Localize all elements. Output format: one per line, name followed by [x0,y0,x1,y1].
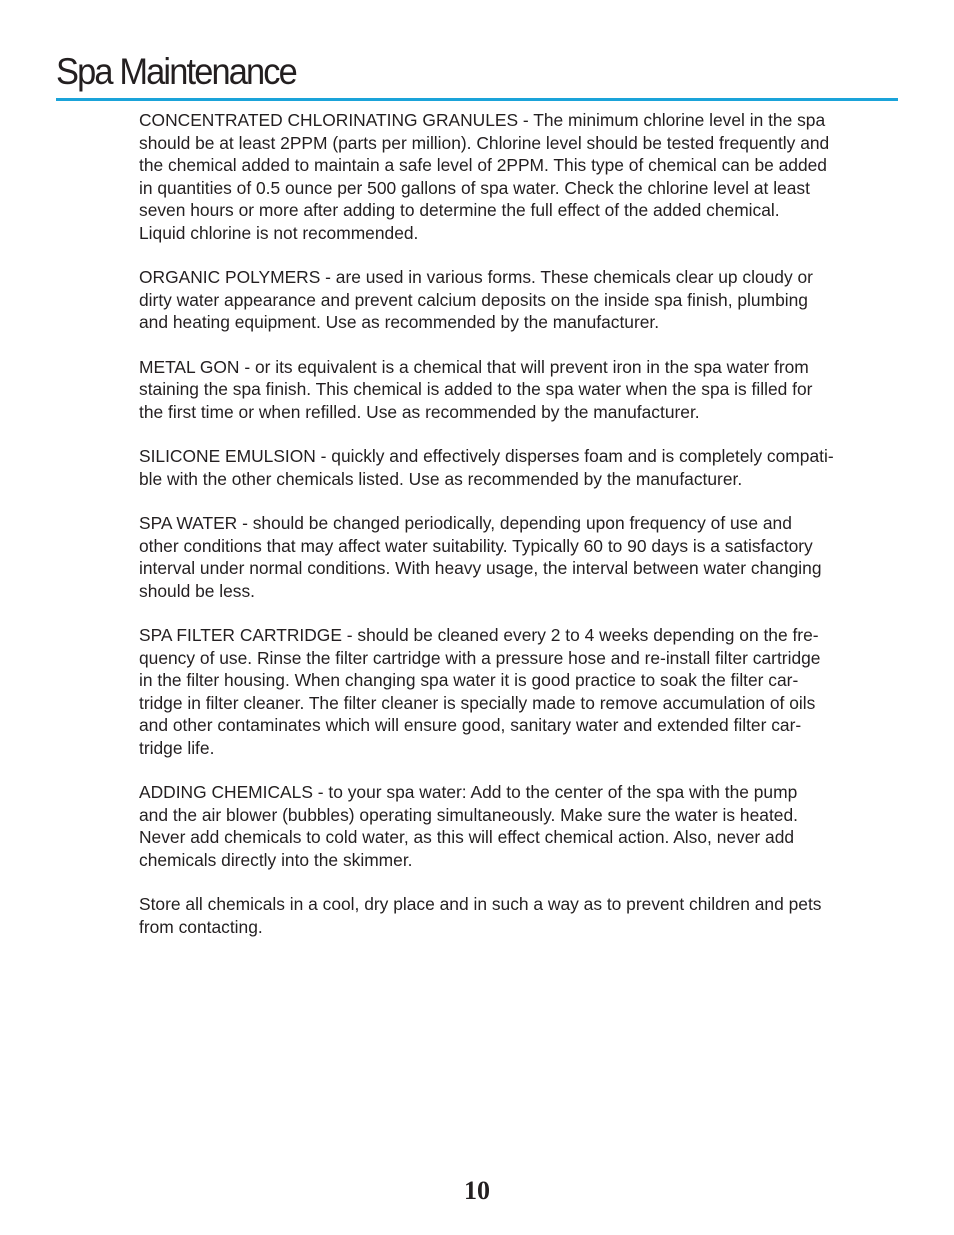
page-number: 10 [464,1176,490,1205]
paragraph-silicone-emulsion: SILICONE EMULSION - quickly and effectively disperses foam and is completely compati- ble with the other chemicals listed. Use as recommended by the manufacturer. [139,446,834,489]
paragraph-spa-filter-cartridge: SPA FILTER CARTRIDGE - should be cleaned every 2 to 4 weeks depending on the fre- quency of use. Rinse the filter cartridge with a pressure hose and re-install filter cartridge in the filter housing. When changing spa water it is good practice to soak the filter car- tridge in filter cleaner. The filter cleaner is specially made to remove accumulation of oils and other contaminates which will ensure good, sanitary water and extended filter car- tridge life. [139,625,821,758]
paragraph-chlorinating-granules: CONCENTRATED CHLORINATING GRANULES - The minimum chlorine level in the spa should be at least 2PPM (parts per million). Chlorine level should be tested frequently and the chemical added to maintain a safe level of 2PPM. This type of chemical can be added in quantities of 0.5 ounce per 500 gallons of spa water. Check the chlorine level at least seven hours or more after adding to determine the full effect of the added chemical. Liquid chlorine is not recommended. [139,110,830,243]
title-divider [56,98,898,101]
paragraph-storage: Store all chemicals in a cool, dry place and in such a way as to prevent children and pets from contacting. [139,894,822,937]
paragraph-metal-gon: METAL GON - or its equivalent is a chemical that will prevent iron in the spa water from staining the spa finish. This chemical is added to the spa water when the spa is filled for the first time or when refilled. Use as recommended by the manufacturer. [139,356,813,422]
paragraph-spa-water: SPA WATER - should be changed periodically, depending upon frequency of use and other conditions that may affect water suitability. Typically 60 to 90 days is a satisfactory interval under normal conditions. With heavy usage, the interval between water changing should be less. [139,513,822,601]
paragraph-adding-chemicals: ADDING CHEMICALS - to your spa water: Add to the center of the spa with the pump and the air blower (bubbles) operating simultaneously. Make sure the water is heated. Never add chemicals to cold water, as this will effect chemical action. Also, never add chemicals directly into the skimmer. [139,782,798,870]
page-title: Spa Maintenance [56,51,296,92]
paragraph-organic-polymers: ORGANIC POLYMERS - are used in various forms. These chemicals clear up cloudy or dirty water appearance and prevent calcium deposits on the inside spa finish, plumbing and heating equipment. Use as recommended by the manufacturer. [139,267,813,332]
document-body [139,109,901,960]
